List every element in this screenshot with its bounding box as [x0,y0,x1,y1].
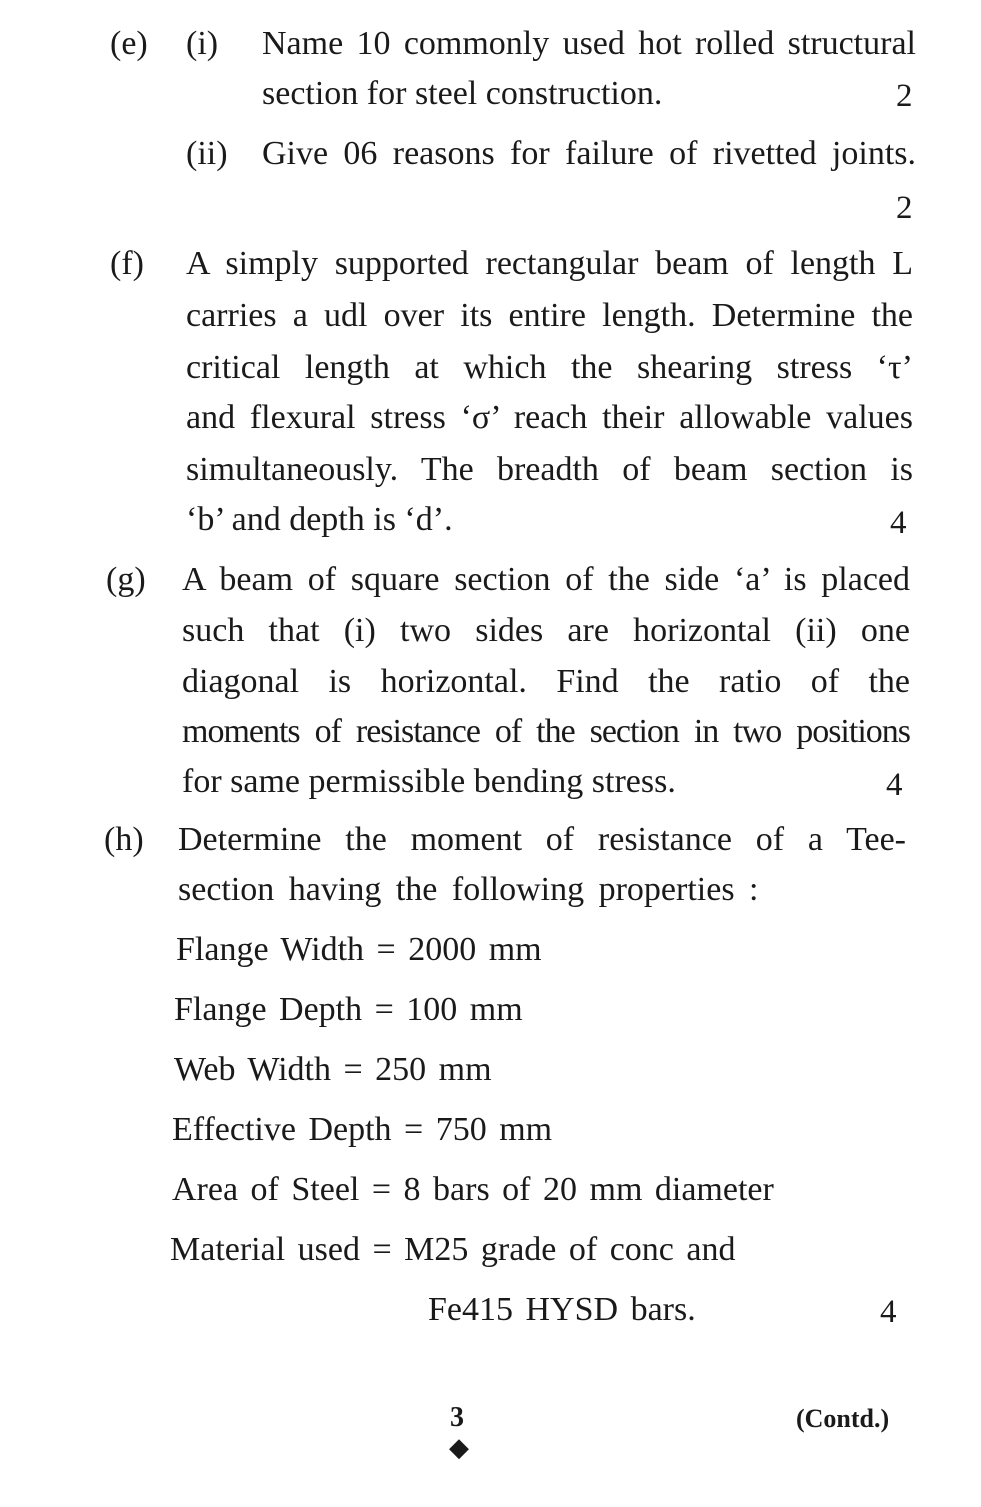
property-line: Web Width = 250 mm [174,1051,492,1088]
question-f-line: A simply supported rectangular beam of length L [186,245,913,282]
question-f-marks: 4 [890,505,907,541]
question-f-line: critical length at which the shearing stress ‘τ’ [186,349,913,386]
question-e-i-marks: 2 [896,78,913,114]
question-g-line: moments of resistance of the section in two positions [182,713,910,750]
question-f-line: carries a udl over its entire length. Determine the [186,297,913,334]
page-number: 3 [450,1402,464,1433]
property-line: Material used = M25 grade of conc and [170,1231,736,1268]
question-g-label: (g) [106,561,146,598]
property-line: Flange Depth = 100 mm [174,991,523,1028]
question-e-i-line2: section for steel construction. [262,75,663,112]
question-h-label: (h) [104,821,144,858]
contd-label: (Contd.) [796,1404,890,1433]
question-f-line: ‘b’ and depth is ‘d’. [186,501,453,538]
question-f-label: (f) [110,245,144,282]
question-e-i-label: (i) [186,25,219,62]
question-g-marks: 4 [886,767,903,803]
property-line: Flange Width = 2000 mm [176,931,542,968]
question-f-line: simultaneously. The breadth of beam section is [186,451,913,488]
question-g-line: A beam of square section of the side ‘a’ is placed [182,561,910,598]
question-e-ii-marks: 2 [896,190,913,226]
question-e-ii-line1: Give 06 reasons for failure of rivetted joints. [262,135,916,172]
question-e-ii-label: (ii) [186,135,228,172]
question-g-line: for same permissible bending stress. [182,763,676,800]
question-e-i-line1: Name 10 commonly used hot rolled structural [262,25,916,62]
question-h-line: section having the following properties : [178,871,759,908]
question-h-line: Determine the moment of resistance of a Tee- [178,821,906,858]
property-line: Effective Depth = 750 mm [172,1111,553,1148]
diamond-icon: ◆ [449,1433,469,1462]
question-e-label: (e) [110,25,148,62]
question-g-line: diagonal is horizontal. Find the ratio of the [182,663,910,700]
question-f-line: and flexural stress ‘σ’ reach their allowable values [186,399,913,436]
question-h-marks: 4 [880,1294,897,1330]
material-continuation: Fe415 HYSD bars. [428,1291,696,1328]
property-line: Area of Steel = 8 bars of 20 mm diameter [172,1171,774,1208]
question-g-line: such that (i) two sides are horizontal (ii) one [182,612,910,649]
